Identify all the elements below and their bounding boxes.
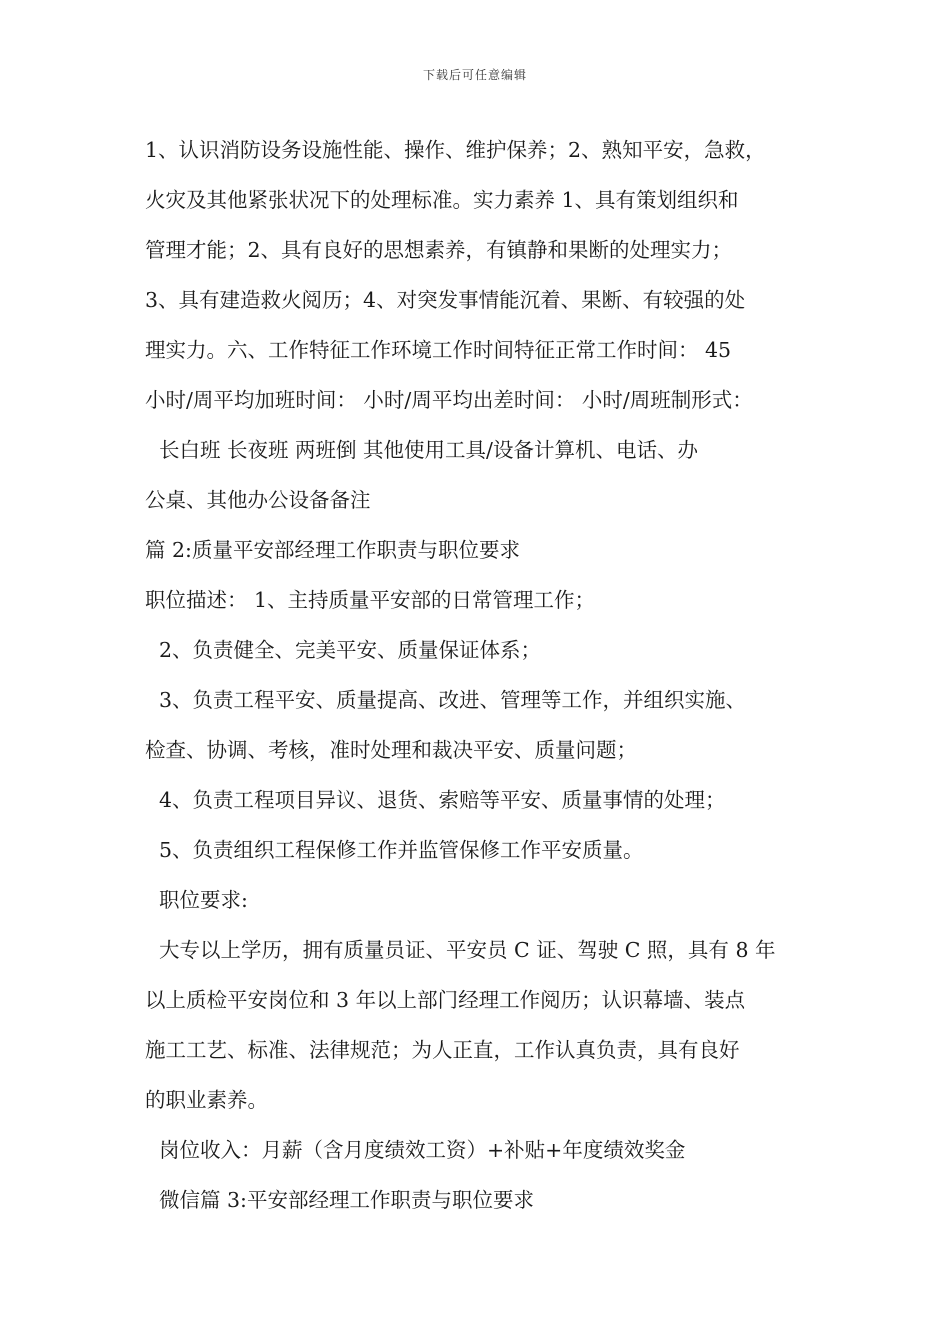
subsection-label: 职位要求: [159, 888, 248, 912]
list-item: 5、负责组织工程保修工作并监管保修工作平安质量。 [159, 838, 644, 862]
paragraph-line: 以上质检平安岗位和 3 年以上部门经理工作阅历；认识幕墙、装点 [145, 988, 746, 1012]
section-heading: 篇 2:质量平安部经理工作职责与职位要求 [145, 538, 520, 562]
paragraph-line: 大专以上学历，拥有质量员证、平安员 C 证、驾驶 C 照，具有 8 年 [159, 938, 776, 962]
paragraph-line: 公桌、其他办公设备备注 [145, 488, 371, 512]
list-item: 2、负责健全、完美平安、质量保证体系； [159, 638, 542, 662]
paragraph-line: 岗位收入：月薪（含月度绩效工资）+补贴+年度绩效奖金 [159, 1138, 686, 1162]
page-header: 下载后可任意编辑 [422, 68, 527, 82]
list-item: 4、负责工程项目异议、退货、索赔等平安、质量事情的处理； [159, 788, 726, 812]
paragraph-line: 检查、协调、考核，准时处理和裁决平安、质量问题； [145, 738, 637, 762]
paragraph-line: 小时/周平均加班时间： 小时/周平均出差时间： 小时/周班制形式： [145, 388, 753, 412]
paragraph-line: 火灾及其他紧张状况下的处理标准。实力素养 1、具有策划组织和 [145, 188, 739, 212]
section-heading: 微信篇 3:平安部经理工作职责与职位要求 [159, 1188, 534, 1212]
paragraph-line: 3、具有建造救火阅历；4、对突发事情能沉着、果断、有较强的处 [145, 288, 746, 312]
paragraph-line: 理实力。六、工作特征工作环境工作时间特征正常工作时间： 45 [145, 338, 732, 362]
paragraph-line: 管理才能；2、具有良好的思想素养，有镇静和果断的处理实力； [145, 238, 733, 262]
paragraph-line: 长白班 长夜班 两班倒 其他使用工具/设备计算机、电话、办 [159, 438, 698, 462]
paragraph-line: 1、认识消防设务设施性能、操作、维护保养；2、熟知平安，急救， [145, 138, 766, 162]
paragraph-line: 职位描述： 1、主持质量平安部的日常管理工作； [145, 588, 596, 612]
document-body [145, 125, 825, 1225]
paragraph-line: 施工工艺、标准、法律规范；为人正直，工作认真负责，具有良好 [145, 1038, 740, 1062]
paragraph-line: 的职业素养。 [145, 1088, 268, 1112]
list-item: 3、负责工程平安、质量提高、改进、管理等工作，并组织实施、 [159, 688, 747, 712]
